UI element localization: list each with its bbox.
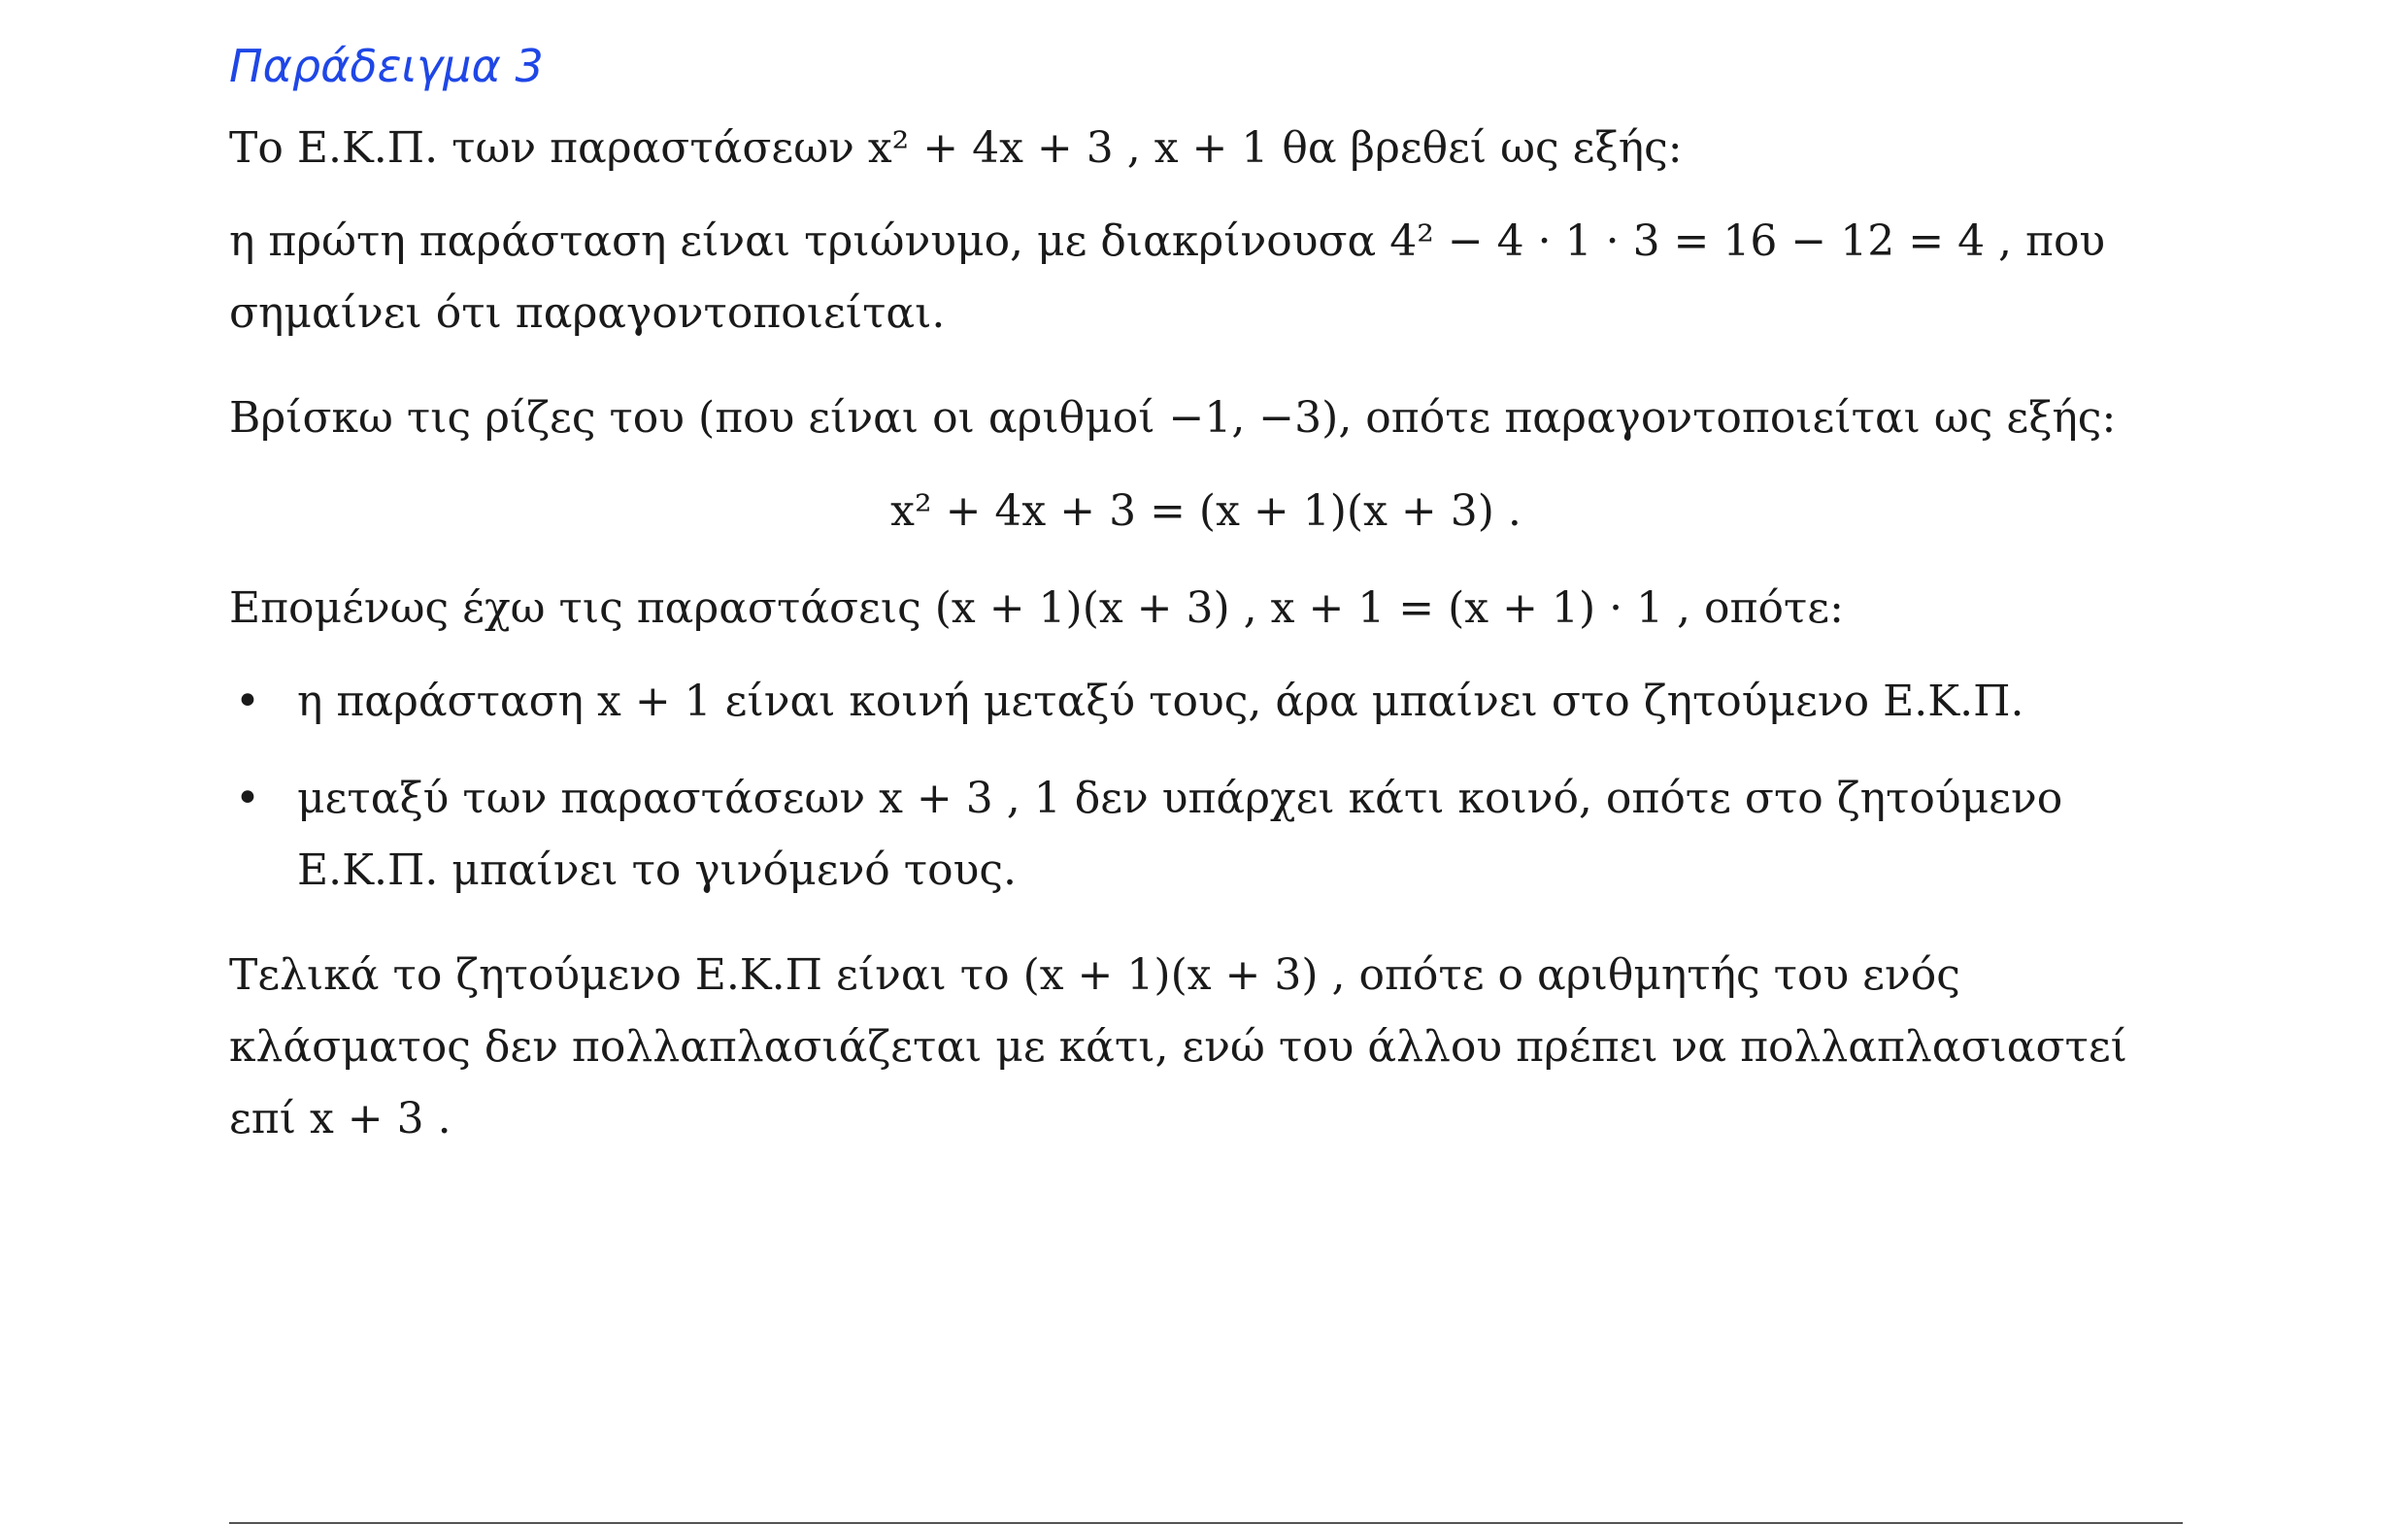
conclusion-paragraph: Τελικά το ζητούμενο Ε.Κ.Π είναι το (x + 1)(x + 3) , οπότε ο αριθμητής του ενός κλάσματος δεν πολλαπλασιάζεται με κάτι, ενώ του άλλου πρέπει να πολλαπλασιαστεί επί x + 3 .: [229, 950, 2127, 1143]
roots-paragraph: Βρίσκω τις ρίζες του (που είναι οι αριθμοί −1, −3), οπότε παραγοντοποιείται ως εξής:: [229, 393, 2117, 443]
list-item: [229, 763, 2183, 907]
document-body: [229, 37, 2183, 1176]
bullet-icon: •: [235, 677, 260, 726]
discriminant-paragraph: η πρώτη παράσταση είναι τριώνυμο, με διακρίνουσα 4² − 4 · 1 · 3 = 16 − 12 = 4 , που σημαίνει ότι παραγοντοποιείται.: [229, 216, 2106, 338]
list-item-text: μεταξύ των παραστάσεων x + 3 , 1 δεν υπάρχει κάτι κοινό, οπότε στο ζητούμενο Ε.Κ.Π. μπαίνει το γινόμενό τους.: [297, 774, 2063, 895]
list-item-text: η παράσταση x + 1 είναι κοινή μεταξύ τους, άρα μπαίνει στο ζητούμενο Ε.Κ.Π.: [297, 677, 2024, 726]
bullet-icon: •: [235, 774, 260, 823]
example-heading: Παράδειγμα 3: [229, 40, 544, 92]
bullet-list: [229, 666, 2183, 907]
factorization-equation: x² + 4x + 3 = (x + 1)(x + 3) .: [890, 486, 1522, 536]
intro-paragraph: Το Ε.Κ.Π. των παραστάσεων x² + 4x + 3 , x + 1 θα βρεθεί ως εξής:: [229, 123, 1683, 173]
expressions-paragraph: Επομένως έχω τις παραστάσεις (x + 1)(x + 3) , x + 1 = (x + 1) · 1 , οπότε:: [229, 583, 1844, 633]
list-item: [229, 666, 2183, 738]
